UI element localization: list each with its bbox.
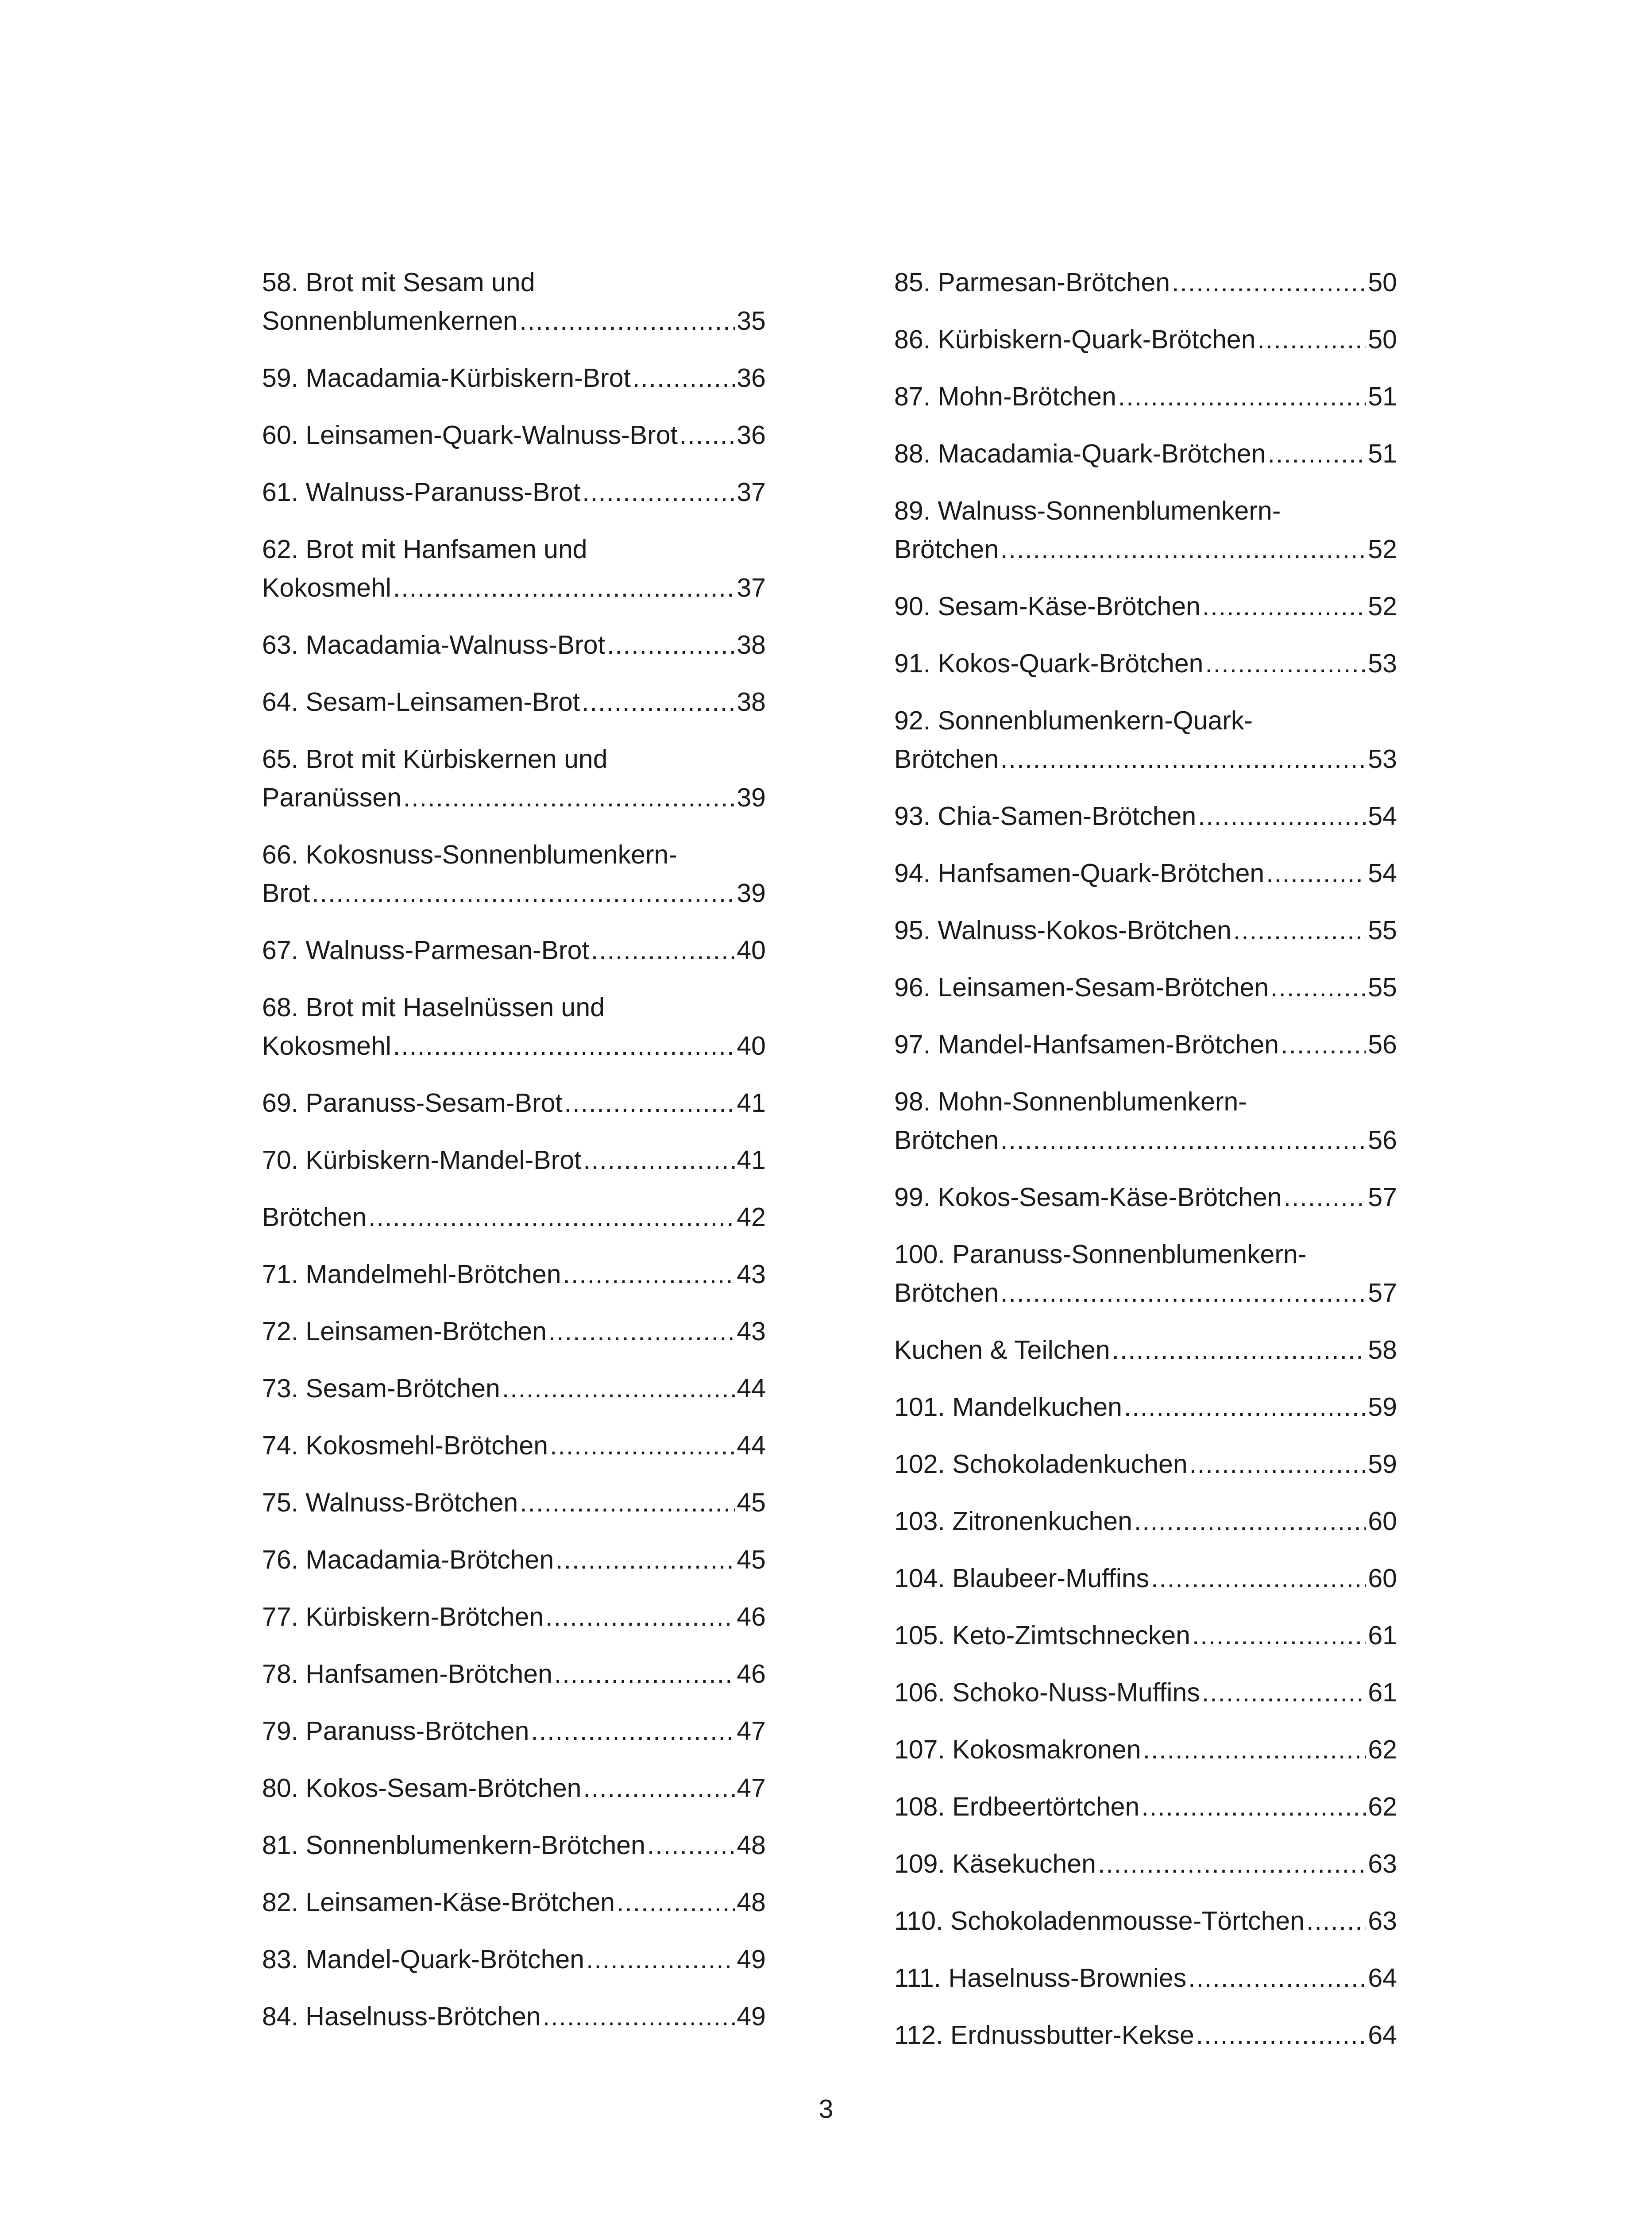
- toc-entry[interactable]: [262, 1141, 766, 1180]
- toc-entry[interactable]: [894, 1388, 1397, 1426]
- toc-entry-title: 77. Kürbiskern-Brötchen: [262, 1602, 544, 1631]
- toc-entry[interactable]: [262, 1598, 766, 1636]
- toc-entry-title: Kokosmehl: [262, 1031, 391, 1060]
- toc-entry-title: 109. Käsekuchen: [894, 1849, 1096, 1878]
- dot-leader: [586, 1940, 735, 1979]
- toc-entry-title: 112. Erdnussbutter-Kekse: [894, 2020, 1194, 2050]
- toc-entry-page: 63: [1368, 1906, 1397, 1935]
- toc-entry[interactable]: [894, 320, 1397, 359]
- dot-leader: [1281, 1026, 1366, 1064]
- toc-entry[interactable]: [262, 836, 766, 913]
- dot-leader: [679, 416, 735, 455]
- dot-leader: [1198, 797, 1366, 836]
- toc-entry[interactable]: [262, 1312, 766, 1351]
- toc-entry[interactable]: [262, 1997, 766, 2036]
- dot-leader: [1267, 435, 1366, 473]
- toc-entry[interactable]: [262, 416, 766, 455]
- toc-entry-page: 53: [1368, 744, 1397, 774]
- toc-entry-page: 51: [1368, 439, 1397, 468]
- toc-entry-title: 99. Kokos-Sesam-Käse-Brötchen: [894, 1183, 1282, 1212]
- dot-leader: [607, 626, 735, 664]
- toc-entry-page: 44: [737, 1374, 766, 1403]
- dot-leader: [582, 683, 735, 721]
- toc-entry-page: 64: [1368, 2020, 1397, 2050]
- toc-entry-page: 45: [737, 1545, 766, 1574]
- toc-entry-title: 63. Macadamia-Walnuss-Brot: [262, 630, 605, 659]
- toc-entry[interactable]: [894, 1559, 1397, 1598]
- dot-leader: [1112, 1331, 1366, 1369]
- dot-leader: [1189, 1445, 1366, 1484]
- toc-entry[interactable]: [894, 378, 1397, 416]
- toc-entry[interactable]: [894, 2016, 1397, 2055]
- toc-entry[interactable]: [894, 1959, 1397, 1997]
- dot-leader: [1270, 968, 1366, 1007]
- toc-entry[interactable]: [262, 1655, 766, 1693]
- toc-entry[interactable]: [894, 854, 1397, 893]
- dot-leader: [1118, 378, 1366, 416]
- toc-entry[interactable]: [894, 1673, 1397, 1712]
- toc-entry[interactable]: [894, 702, 1397, 779]
- toc-entry[interactable]: [894, 587, 1397, 626]
- toc-entry[interactable]: [894, 435, 1397, 473]
- dot-leader: [1172, 263, 1366, 302]
- toc-entry-title: 82. Leinsamen-Käse-Brötchen: [262, 1888, 615, 1917]
- toc-entry[interactable]: [262, 740, 766, 817]
- dot-leader: [1202, 1673, 1366, 1712]
- toc-entry-title: Kuchen & Teilchen: [894, 1335, 1110, 1365]
- dot-leader: [545, 1598, 735, 1636]
- toc-entry-title: 102. Schokoladenkuchen: [894, 1450, 1188, 1479]
- dot-leader: [393, 569, 735, 607]
- dot-leader: [1192, 1616, 1366, 1655]
- toc-entry-page: 46: [737, 1602, 766, 1631]
- toc-entry[interactable]: [894, 644, 1397, 683]
- toc-entry[interactable]: [894, 1235, 1397, 1312]
- toc-entry[interactable]: [262, 931, 766, 970]
- dot-leader: [583, 1769, 735, 1808]
- toc-entry-title: 76. Macadamia-Brötchen: [262, 1545, 554, 1574]
- dot-leader: [393, 1027, 735, 1065]
- dot-leader: [502, 1369, 735, 1408]
- dot-leader: [583, 1141, 735, 1180]
- toc-entry-title: Brot: [262, 879, 310, 908]
- toc-entry-page: 41: [737, 1145, 766, 1175]
- dot-leader: [1202, 587, 1366, 626]
- dot-leader: [548, 1312, 735, 1351]
- toc-entry-page: 60: [1368, 1507, 1397, 1536]
- toc-entry-page: 41: [737, 1088, 766, 1118]
- toc-entry[interactable]: [894, 1845, 1397, 1883]
- toc-entry[interactable]: [262, 1940, 766, 1979]
- toc-entry-title: 64. Sesam-Leinsamen-Brot: [262, 687, 580, 717]
- dot-leader: [550, 1426, 735, 1465]
- dot-leader: [563, 1255, 735, 1294]
- toc-entry-page: 39: [737, 879, 766, 908]
- toc-entry-page: 57: [1368, 1183, 1397, 1212]
- toc-entry-title-line: 92. Sonnenblumenkern-Quark-: [894, 706, 1253, 735]
- toc-entry-title: Brötchen: [894, 535, 999, 564]
- toc-entry[interactable]: [262, 1484, 766, 1522]
- toc-entry[interactable]: [894, 1616, 1397, 1655]
- dot-leader: [520, 1484, 735, 1522]
- toc-entry-page: 36: [737, 363, 766, 393]
- toc-entry-page: 54: [1368, 859, 1397, 888]
- toc-entry-page: 56: [1368, 1030, 1397, 1059]
- toc-entry-page: 47: [737, 1773, 766, 1803]
- dot-leader: [1258, 320, 1366, 359]
- dot-leader: [1143, 1731, 1366, 1769]
- dot-leader: [1000, 1121, 1366, 1160]
- toc-entry-page: 61: [1368, 1678, 1397, 1707]
- toc-entry-page: 43: [737, 1260, 766, 1289]
- toc-entry-title: 79. Paranuss-Brötchen: [262, 1716, 529, 1746]
- toc-entry-page: 63: [1368, 1849, 1397, 1878]
- toc-entry-page: 50: [1368, 325, 1397, 354]
- toc-entry-page: 55: [1368, 916, 1397, 945]
- toc-entry[interactable]: [262, 473, 766, 512]
- toc-entry[interactable]: [894, 797, 1397, 836]
- toc-entry[interactable]: [262, 626, 766, 664]
- toc-entry-title: 90. Sesam-Käse-Brötchen: [894, 592, 1200, 621]
- toc-entry-page: 60: [1368, 1564, 1397, 1593]
- toc-entry-title: 74. Kokosmehl-Brötchen: [262, 1431, 548, 1460]
- toc-entry-title: Brötchen: [894, 1278, 999, 1307]
- toc-entry-title: 101. Mandelkuchen: [894, 1392, 1122, 1422]
- toc-entry-title: 108. Erdbeertörtchen: [894, 1792, 1140, 1821]
- toc-entry-title: 87. Mohn-Brötchen: [894, 382, 1116, 411]
- toc-entry[interactable]: [894, 968, 1397, 1007]
- dot-leader: [633, 359, 735, 397]
- toc-entry-title-line: 100. Paranuss-Sonnenblumenkern-: [894, 1240, 1307, 1269]
- toc-entry[interactable]: [894, 1788, 1397, 1826]
- toc-entry-title: Paranüssen: [262, 783, 401, 812]
- dot-leader: [1124, 1388, 1366, 1426]
- dot-leader: [312, 874, 735, 913]
- dot-leader: [368, 1198, 735, 1237]
- dot-leader: [1141, 1788, 1366, 1826]
- toc-entry[interactable]: [262, 1883, 766, 1922]
- toc-entry-title: 69. Paranuss-Sesam-Brot: [262, 1088, 563, 1118]
- toc-entry-page: 46: [737, 1659, 766, 1689]
- toc-entry-page: 40: [737, 1031, 766, 1060]
- toc-entry-page: 58: [1368, 1335, 1397, 1365]
- toc-entry-page: 47: [737, 1716, 766, 1746]
- toc-entry-title: 83. Mandel-Quark-Brötchen: [262, 1945, 585, 1974]
- dot-leader: [1151, 1559, 1366, 1598]
- toc-entry-page: 43: [737, 1317, 766, 1346]
- toc-entry[interactable]: [894, 1083, 1397, 1160]
- toc-entry[interactable]: [894, 1502, 1397, 1541]
- toc-entry-title: 60. Leinsamen-Quark-Walnuss-Brot: [262, 420, 678, 450]
- toc-entry[interactable]: [262, 683, 766, 721]
- toc-entry-page: 53: [1368, 649, 1397, 678]
- toc-entry-page: 48: [737, 1831, 766, 1860]
- toc-entry-title: 71. Mandelmehl-Brötchen: [262, 1260, 561, 1289]
- toc-entry[interactable]: [894, 1026, 1397, 1064]
- dot-leader: [519, 302, 735, 340]
- toc-entry-page: 40: [737, 936, 766, 965]
- toc-entry-page: 49: [737, 1945, 766, 1974]
- toc-entry-title: Brötchen: [894, 1126, 999, 1155]
- toc-entry-page: 45: [737, 1488, 766, 1517]
- toc-entry-title: 73. Sesam-Brötchen: [262, 1374, 500, 1403]
- toc-entry-page: 52: [1368, 535, 1397, 564]
- toc-entry-title-line: 62. Brot mit Hanfsamen und: [262, 535, 587, 564]
- dot-leader: [1134, 1502, 1366, 1541]
- toc-entry-page: 44: [737, 1431, 766, 1460]
- toc-entry-page: 49: [737, 2002, 766, 2031]
- toc-entry-title: 59. Macadamia-Kürbiskern-Brot: [262, 363, 631, 393]
- toc-entry-title-line: 58. Brot mit Sesam und: [262, 268, 535, 297]
- toc-entry-title: 81. Sonnenblumenkern-Brötchen: [262, 1831, 645, 1860]
- toc-entry-title: 103. Zitronenkuchen: [894, 1507, 1132, 1536]
- toc-entry[interactable]: [262, 530, 766, 607]
- toc-entry-title: 104. Blaubeer-Muffins: [894, 1564, 1150, 1593]
- toc-entry[interactable]: [894, 492, 1397, 569]
- toc-entry-page: 61: [1368, 1621, 1397, 1650]
- toc-left-column: [262, 263, 766, 2055]
- dot-leader: [1000, 530, 1366, 569]
- toc-entry-title: 75. Walnuss-Brötchen: [262, 1488, 518, 1517]
- dot-leader: [1306, 1902, 1366, 1940]
- toc-entry[interactable]: [262, 1426, 766, 1465]
- toc-entry[interactable]: [262, 1084, 766, 1122]
- dot-leader: [403, 779, 735, 817]
- toc-entry-title: 97. Mandel-Hanfsamen-Brötchen: [894, 1030, 1279, 1059]
- toc-entry-title: 94. Hanfsamen-Quark-Brötchen: [894, 859, 1265, 888]
- toc-entry[interactable]: [262, 1369, 766, 1408]
- toc-entry[interactable]: [262, 359, 766, 397]
- toc-entry-page: 62: [1368, 1735, 1397, 1764]
- toc-entry[interactable]: [262, 1826, 766, 1865]
- toc-entry-title: 78. Hanfsamen-Brötchen: [262, 1659, 552, 1689]
- toc-entry-page: 64: [1368, 1963, 1397, 1993]
- toc-entry[interactable]: [894, 263, 1397, 302]
- toc-entry-page: 42: [737, 1203, 766, 1232]
- toc-entry-title-line: 89. Walnuss-Sonnenblumenkern-: [894, 496, 1281, 525]
- toc-entry-title: 61. Walnuss-Paranuss-Brot: [262, 478, 581, 507]
- toc-entry-title: 70. Kürbiskern-Mandel-Brot: [262, 1145, 582, 1175]
- toc-entry-title: Sonnenblumenkernen: [262, 306, 518, 335]
- toc-entry[interactable]: [894, 1445, 1397, 1484]
- toc-entry-title: 85. Parmesan-Brötchen: [894, 268, 1170, 297]
- toc-entry-page: 55: [1368, 973, 1397, 1002]
- toc-entry-page: 51: [1368, 382, 1397, 411]
- toc-entry-title: 105. Keto-Zimtschnecken: [894, 1621, 1190, 1650]
- toc-entry[interactable]: [894, 1178, 1397, 1217]
- dot-leader: [1000, 740, 1366, 779]
- toc-entry-title: 84. Haselnuss-Brötchen: [262, 2002, 541, 2031]
- toc-entry-title: 86. Kürbiskern-Quark-Brötchen: [894, 325, 1256, 354]
- dot-leader: [617, 1883, 735, 1922]
- toc-entry-page: 59: [1368, 1450, 1397, 1479]
- toc-entry-page: 38: [737, 630, 766, 659]
- dot-leader: [647, 1826, 735, 1865]
- toc-entry-title: 106. Schoko-Nuss-Muffins: [894, 1678, 1200, 1707]
- toc-entry-page: 59: [1368, 1392, 1397, 1422]
- toc-entry[interactable]: [262, 1541, 766, 1579]
- dot-leader: [556, 1541, 735, 1579]
- toc-entry-title: 107. Kokosmakronen: [894, 1735, 1141, 1764]
- toc-entry[interactable]: [894, 1731, 1397, 1769]
- toc-entry-page: 35: [737, 306, 766, 335]
- toc-entry-page: 39: [737, 783, 766, 812]
- toc-entry[interactable]: [262, 1255, 766, 1294]
- dot-leader: [1196, 2016, 1366, 2055]
- toc-entry-title: 96. Leinsamen-Sesam-Brötchen: [894, 973, 1269, 1002]
- toc-entry-page: 48: [737, 1888, 766, 1917]
- toc-entry-page: 62: [1368, 1792, 1397, 1821]
- toc-entry[interactable]: [894, 911, 1397, 950]
- toc-right-column: [894, 263, 1397, 2073]
- dot-leader: [1000, 1274, 1366, 1312]
- toc-entry-page: 38: [737, 687, 766, 717]
- toc-entry[interactable]: [262, 263, 766, 340]
- toc-entry-title: 110. Schokoladenmousse-Törtchen: [894, 1906, 1305, 1935]
- toc-entry-title: 111. Haselnuss-Brownies: [894, 1963, 1187, 1993]
- dot-leader: [1098, 1845, 1366, 1883]
- toc-entry-page: 54: [1368, 802, 1397, 831]
- dot-leader: [582, 473, 735, 512]
- toc-entry[interactable]: [262, 1198, 766, 1237]
- dot-leader: [1284, 1178, 1366, 1217]
- dot-leader: [1266, 854, 1366, 893]
- dot-leader: [1205, 644, 1366, 683]
- toc-entry-title: 88. Macadamia-Quark-Brötchen: [894, 439, 1266, 468]
- dot-leader: [1188, 1959, 1366, 1997]
- toc-entry-title: 72. Leinsamen-Brötchen: [262, 1317, 547, 1346]
- dot-leader: [591, 931, 735, 970]
- toc-entry-page: 37: [737, 573, 766, 602]
- toc-entry-title: 91. Kokos-Quark-Brötchen: [894, 649, 1204, 678]
- toc-entry-title: 95. Walnuss-Kokos-Brötchen: [894, 916, 1231, 945]
- toc-entry[interactable]: [894, 1902, 1397, 1940]
- dot-leader: [1233, 911, 1366, 950]
- toc-entry[interactable]: [894, 1331, 1397, 1369]
- toc-entry[interactable]: [262, 988, 766, 1065]
- toc-entry-page: 50: [1368, 268, 1397, 297]
- toc-entry-title-line: 65. Brot mit Kürbiskernen und: [262, 744, 608, 774]
- dot-leader: [554, 1655, 735, 1693]
- toc-entry-title-line: 66. Kokosnuss-Sonnenblumenkern-: [262, 840, 678, 869]
- toc-entry-page: 57: [1368, 1278, 1397, 1307]
- dot-leader: [531, 1712, 735, 1750]
- toc-entry-page: 36: [737, 420, 766, 450]
- toc-entry-title: 67. Walnuss-Parmesan-Brot: [262, 936, 589, 965]
- toc-entry[interactable]: [262, 1712, 766, 1750]
- toc-entry-title: 93. Chia-Samen-Brötchen: [894, 802, 1197, 831]
- toc-entry-page: 37: [737, 478, 766, 507]
- toc-entry-title-line: 98. Mohn-Sonnenblumenkern-: [894, 1087, 1247, 1116]
- toc-entry-page: 56: [1368, 1126, 1397, 1155]
- toc-entry-title: Brötchen: [262, 1203, 367, 1232]
- toc-entry[interactable]: [262, 1769, 766, 1808]
- dot-leader: [543, 1997, 735, 2036]
- toc-entry-title: 80. Kokos-Sesam-Brötchen: [262, 1773, 582, 1803]
- toc-entry-title: Kokosmehl: [262, 573, 391, 602]
- toc-entry-page: 52: [1368, 592, 1397, 621]
- dot-leader: [564, 1084, 735, 1122]
- toc-entry-title-line: 68. Brot mit Haselnüssen und: [262, 993, 605, 1022]
- page-number: 3: [818, 2094, 834, 2124]
- toc-entry-title: Brötchen: [894, 744, 999, 774]
